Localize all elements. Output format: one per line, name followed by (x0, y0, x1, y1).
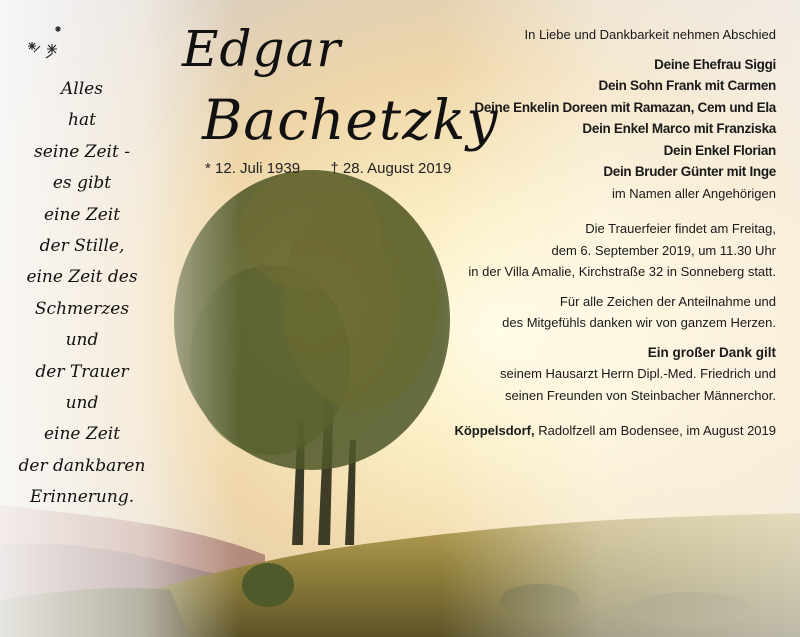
mourner: Deine Ehefrau Siggi (654, 56, 776, 72)
notice-text (356, 24, 776, 442)
poem (8, 74, 156, 514)
special-thanks-line: seinen Freunden von Steinbacher Männerchor. (504, 387, 776, 403)
special-thanks-title: Ein großer Dank gilt (647, 344, 776, 360)
relatives-line: im Namen aller Angehörigen (611, 185, 776, 201)
poem-line: hat (68, 110, 96, 131)
mourner: Deine Enkelin Doreen mit Ramazan, Cem und Ela (474, 99, 776, 115)
place-bold: Köppelsdorf, (454, 423, 535, 438)
place-rest: Radolfzell am Bodensee, im August 2019 (534, 423, 776, 438)
poem-line: eine Zeit des (26, 267, 138, 288)
thanks-line: Für alle Zeichen der Anteilnahme und (559, 293, 776, 309)
ceremony-line: Die Trauerfeier findet am Freitag, (585, 221, 776, 236)
deceased-last-name: Bachetzky (202, 88, 499, 152)
mourner: Dein Sohn Frank mit Carmen (598, 78, 776, 93)
mourner: Dein Enkel Florian (663, 142, 776, 158)
mourner: Dein Bruder Günter mit Inge (603, 164, 776, 179)
poem-line: der Trauer (35, 361, 129, 382)
special-thanks-line: seinem Hausarzt Herrn Dipl.-Med. Friedrich und (500, 366, 776, 381)
poem-line: Schmerzes (34, 298, 130, 319)
poem-line: und (65, 330, 99, 351)
ceremony-line: in der Villa Amalie, Kirchstraße 32 in Sonneberg statt. (468, 264, 776, 279)
dandelion-seeds-icon (18, 22, 74, 62)
place-date-line (356, 420, 776, 442)
poem-line: eine Zeit (43, 424, 121, 445)
farewell-intro: In Liebe und Dankbarkeit nehmen Abschied (524, 27, 776, 42)
poem-line: und (65, 393, 99, 414)
deceased-first-name: Edgar (182, 20, 342, 78)
poem-line: Alles (61, 79, 103, 99)
poem-line: seine Zeit - (34, 141, 130, 162)
poem-line: der Stille, (39, 236, 125, 257)
thanks-line: des Mitgefühls danken wir von ganzem Herzen. (502, 315, 776, 330)
death-date: † 28. August 2019 (330, 160, 452, 177)
poem-line: eine Zeit (43, 204, 121, 225)
poem-line: der dankbaren (18, 455, 146, 476)
birth-date: * 12. Juli 1939 (205, 160, 301, 177)
poem-line: es gibt (52, 173, 112, 194)
ceremony-line: dem 6. September 2019, um 11.30 Uhr (551, 242, 776, 258)
mourner: Dein Enkel Marco mit Franziska (582, 121, 776, 136)
poem-line: Erinnerung. (29, 487, 135, 508)
